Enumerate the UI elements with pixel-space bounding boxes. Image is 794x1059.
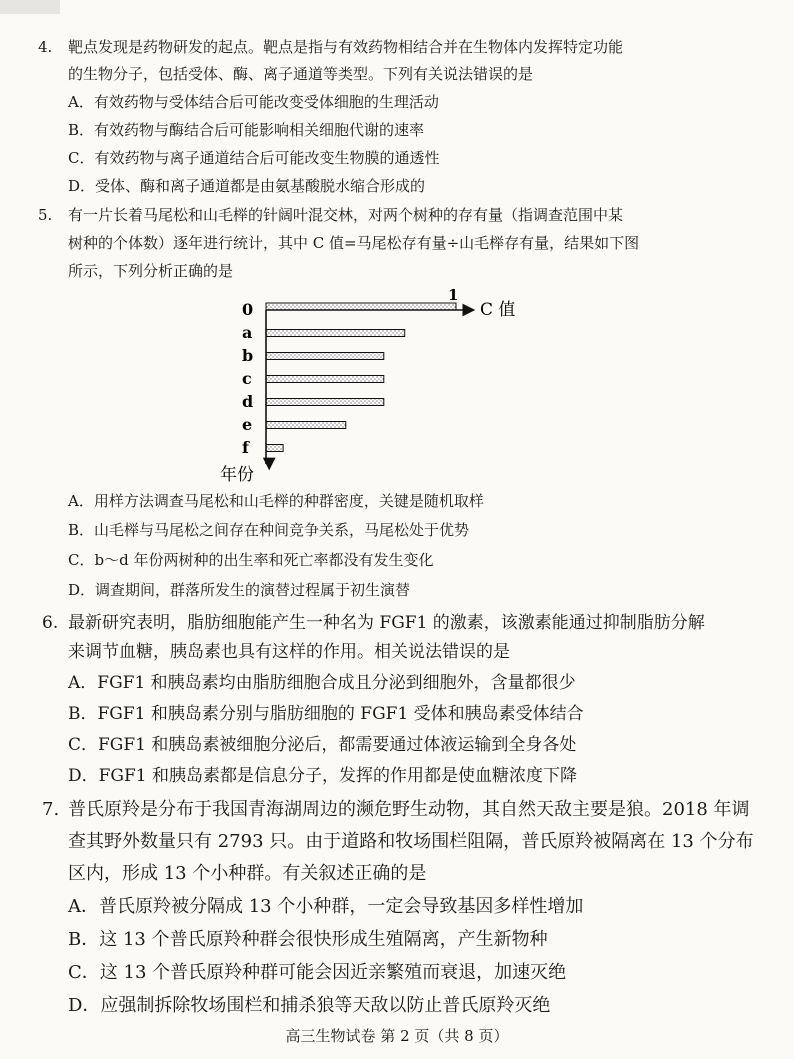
bar-e (266, 422, 346, 429)
question-4-stem-line-1: 4. 靶点发现是药物研发的起点。靶点是指与有效药物相结合并在生物体内发挥特定功能 (38, 38, 624, 56)
question-6-option-d: D．FGF1 和胰岛素都是信息分子，发挥的作用都是使血糖浓度下降 (68, 766, 578, 786)
category-label-d: d (242, 392, 254, 411)
question-7-number: 7. (42, 799, 60, 820)
category-label-c: c (242, 369, 252, 388)
question-6-option-b: B．FGF1 和胰岛素分别与脂肪细胞的 FGF1 受体和胰岛素受体结合 (68, 704, 584, 724)
question-7-stem-line-3: 区内，形成 13 个小种群。有关叙述正确的是 (68, 863, 427, 884)
x-tick-label: 1 (448, 286, 459, 304)
question-6-number: 6. (42, 613, 59, 633)
question-5-option-a: A．用样方法调查马尾松和山毛榉的种群密度，关键是随机取样 (68, 492, 484, 510)
bar-d (266, 399, 384, 406)
question-7-option-c: C．这 13 个普氏原羚种群可能会因近亲繁殖而衰退，加速灭绝 (68, 962, 567, 983)
question-4-option-b: B．有效药物与酶结合后可能影响相关细胞代谢的速率 (68, 121, 425, 139)
category-label-f: f (242, 438, 249, 457)
question-7-option-d: D．应强制拆除牧场围栏和捕杀狼等天敌以防止普氏原羚灭绝 (68, 995, 551, 1016)
question-5-stem-line-1: 5. 有一片长着马尾松和山毛榉的针阔叶混交林，对两个树种的存有量（指调查范围中某 (38, 206, 624, 224)
category-labels (242, 300, 253, 457)
scan-artifact (0, 0, 60, 14)
question-5-stem-line-3: 所示，下列分析正确的是 (68, 262, 234, 280)
bars-group (266, 303, 456, 452)
question-4-stem-line-2: 的生物分子，包括受体、酶、离子通道等类型。下列有关说法错误的是 (68, 65, 534, 83)
question-7-option-b: B．这 13 个普氏原羚种群会很快形成生殖隔离，产生新物种 (68, 929, 548, 950)
question-6-stem-line-1: 6. 最新研究表明，脂肪细胞能产生一种名为 FGF1 的激素，该激素能通过抑制脂肪分解 (42, 613, 705, 633)
category-label-e: e (242, 415, 253, 434)
bar-b (266, 353, 384, 360)
category-label-a: a (242, 323, 253, 342)
category-label-0: 0 (242, 300, 254, 319)
question-6-stem-line-2: 来调节血糖，胰岛素也具有这样的作用。相关说法错误的是 (68, 642, 510, 662)
bar-f (266, 445, 283, 452)
question-5-number: 5. (38, 206, 53, 224)
question-5-option-d: D．调查期间，群落所发生的演替过程属于初生演替 (68, 581, 411, 599)
question-4-option-c: C．有效药物与离子通道结合后可能改变生物膜的通透性 (68, 149, 440, 167)
question-5-option-b: B．山毛榉与马尾松之间存在种间竞争关系，马尾松处于优势 (68, 521, 470, 539)
page-footer: 高三生物试卷 第 2 页（共 8 页） (285, 1027, 509, 1045)
c-value-bar-chart (200, 284, 540, 484)
y-axis-label: 年份 (220, 465, 254, 484)
question-6-option-a: A．FGF1 和胰岛素均由脂肪细胞合成且分泌到细胞外，含量都很少 (68, 673, 576, 693)
bar-c (266, 376, 384, 383)
question-5-option-c: C．b～d 年份两树种的出生率和死亡率都没有发生变化 (68, 551, 434, 569)
question-4-option-d: D．受体、酶和离子通道都是由氨基酸脱水缩合形成的 (68, 177, 426, 195)
bar-a (266, 330, 405, 337)
question-7-stem-line-1: 7. 普氏原羚是分布于我国青海湖周边的濒危野生动物，其自然天敌主要是狼。2018 年调 (42, 799, 750, 820)
question-7-option-a: A．普氏原羚被分隔成 13 个小种群，一定会导致基因多样性增加 (68, 896, 584, 917)
category-label-b: b (242, 346, 254, 365)
bar-0 (266, 303, 456, 310)
question-4-option-a: A．有效药物与受体结合后可能改变受体细胞的生理活动 (68, 93, 439, 111)
question-4-number: 4. (38, 38, 53, 56)
question-5-stem-line-2: 树种的个体数）逐年进行统计，其中 C 值=马尾松存有量÷山毛榉存有量，结果如下图 (68, 234, 640, 252)
question-6-option-c: C．FGF1 和胰岛素被细胞分泌后，都需要通过体液运输到全身各处 (68, 735, 577, 755)
x-axis-label: C 值 (480, 300, 516, 320)
question-7-stem-line-2: 查其野外数量只有 2793 只。由于道路和牧场围栏阻隔，普氏原羚被隔离在 13 个分布 (68, 831, 754, 852)
